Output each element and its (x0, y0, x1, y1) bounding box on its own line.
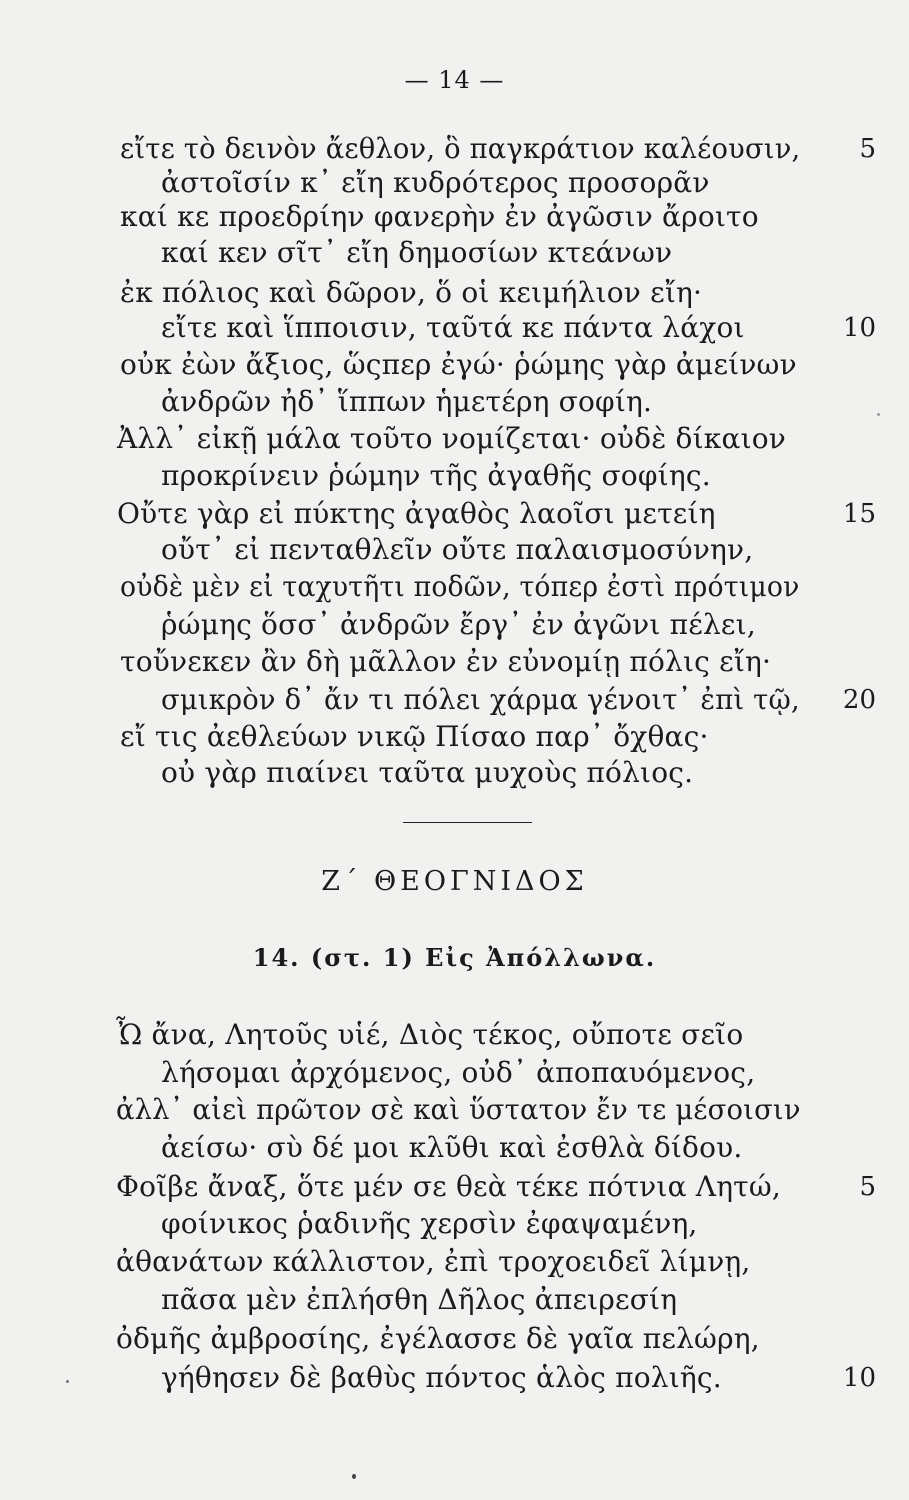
verse-line: σμικρὸν δ᾽ ἄν τι πόλει χάρμα γένοιτ᾽ ἐπὶ τῷ, (161, 683, 800, 716)
verse-line: εἴτε τὸ δεινὸν ἄεθλον, ὃ παγκράτιον καλέουσιν, (120, 132, 801, 165)
verse-line: ῥώμης ὅσσ᾽ ἀνδρῶν ἔργ᾽ ἐν ἀγῶνι πέλει, (161, 608, 756, 641)
verse-line: λήσομαι ἀρχόμενος, οὐδ᾽ ἀποπαυόμενος, (161, 1056, 756, 1089)
line-number: 10 (842, 313, 876, 343)
line-number: 5 (859, 134, 876, 164)
verse-line: τοὔνεκεν ἂν δὴ μᾶλλον ἐν εὐνομίῃ πόλις εἴη· (120, 645, 772, 678)
verse-line: εἴτε καὶ ἵπποισιν, ταῦτά κε πάντα λάχοι (161, 311, 745, 344)
verse-line: καί κε προεδρίην φανερὴν ἐν ἀγῶσιν ἄροιτο (120, 200, 759, 233)
verse-line: πᾶσα μὲν ἐπλήσθη Δῆλος ἀπειρεσίη (161, 1283, 678, 1316)
line-number: 5 (859, 1172, 876, 1202)
line-number: 10 (842, 1363, 876, 1393)
verse-line: φοίνικος ῥαδινῆς χερσὶν ἐφαψαμένη, (161, 1207, 698, 1240)
verse-line: οὐ γὰρ πιαίνει ταῦτα μυχοὺς πόλιος. (161, 756, 694, 789)
verse-line: Ἀλλ᾽ εἰκῇ μάλα τοῦτο νομίζεται· οὐδὲ δίκαιον (117, 422, 787, 455)
ink-speck (352, 1474, 356, 1479)
verse-line: ἀστοῖσίν κ᾽ εἴη κυδρότερος προσορᾶν (161, 166, 710, 199)
ink-speck (66, 1380, 69, 1383)
line-number: 15 (842, 499, 876, 529)
section-divider (403, 822, 532, 823)
verse-line: Οὔτε γὰρ εἰ πύκτης ἀγαθὸς λαοῖσι μετείη (117, 497, 716, 530)
page-number: — 14 — (404, 66, 505, 94)
verse-line: ἀλλ᾽ αἰεὶ πρῶτον σὲ καὶ ὕστατον ἔν τε μέσοισιν (116, 1093, 801, 1126)
verse-line: γήθησεν δὲ βαθὺς πόντος ἁλὸς πολιῆς. (161, 1361, 722, 1394)
line-number: 20 (842, 685, 876, 715)
verse-line: προκρίνειν ῥώμην τῆς ἀγαθῆς σοφίης. (161, 459, 711, 492)
verse-line: ἐκ πόλιος καὶ δῶρον, ὅ οἱ κειμήλιον εἴη· (120, 276, 703, 309)
verse-line: οὐδὲ μὲν εἰ ταχυτῆτι ποδῶν, τόπερ ἐστὶ πρότιμον (120, 570, 800, 603)
verse-line: ἀθανάτων κάλλιστον, ἐπὶ τροχοειδεῖ λίμνῃ, (116, 1245, 751, 1278)
verse-line: καί κεν σῖτ᾽ εἴη δημοσίων κτεάνων (161, 236, 673, 269)
verse-line: ὀδμῆς ἀμβροσίης, ἐγέλασσε δὲ γαῖα πελώρη, (116, 1322, 760, 1355)
verse-line: Ὦ ἄνα, Λητοῦς υἱέ, Διὸς τέκος, οὔποτε σεῖο (116, 1018, 744, 1051)
verse-line: ἀείσω· σὺ δέ μοι κλῦθι καὶ ἐσθλὰ δίδου. (161, 1131, 743, 1164)
verse-line: ἀνδρῶν ἠδ᾽ ἵππων ἡμετέρη σοφίη. (161, 385, 653, 418)
poem-heading: 14. (στ. 1) Εἰς Ἀπόλλωνα. (252, 943, 657, 972)
verse-line: οὐκ ἐὼν ἄξιος, ὥςπερ ἐγώ· ῥώμης γὰρ ἀμείνων (120, 348, 797, 381)
ink-speck (877, 413, 880, 416)
section-title: Ζ΄ ΘΕΟΓΝΙΔΟΣ (321, 866, 588, 897)
verse-line: οὔτ᾽ εἰ πενταθλεῖν οὔτε παλαισμοσύνην, (161, 533, 754, 566)
verse-line: Φοῖβε ἄναξ, ὅτε μέν σε θεὰ τέκε πότνια Λητώ, (116, 1170, 781, 1203)
verse-line: εἴ τις ἀεθλεύων νικῷ Πίσαο παρ᾽ ὄχθας· (120, 720, 709, 753)
